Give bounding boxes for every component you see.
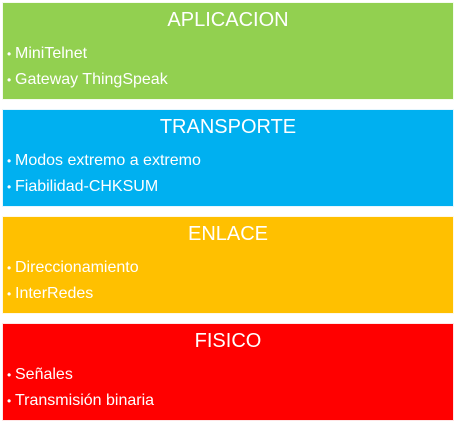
bullet-icon: • xyxy=(7,73,12,87)
layer-title: TRANSPORTE xyxy=(159,116,297,138)
bullet-icon: • xyxy=(7,287,12,301)
layer-transporte xyxy=(2,109,454,207)
list-item xyxy=(7,148,201,174)
list-item xyxy=(7,41,168,67)
layer-item-list xyxy=(7,362,154,414)
list-item-label: Fiabilidad-CHKSUM xyxy=(15,178,159,195)
list-item-label: Señales xyxy=(15,366,73,383)
list-item-label: Gateway ThingSpeak xyxy=(15,71,168,88)
bullet-icon: • xyxy=(7,154,12,168)
bullet-icon: • xyxy=(7,261,12,275)
list-item xyxy=(7,281,139,307)
bullet-icon: • xyxy=(7,180,12,194)
bullet-icon: • xyxy=(7,368,12,382)
layer-title: ENLACE xyxy=(187,223,269,245)
layer-title: FISICO xyxy=(194,330,262,352)
layer-enlace xyxy=(2,216,454,314)
bullet-icon: • xyxy=(7,394,12,408)
layer-title: APLICACION xyxy=(167,9,289,31)
list-item xyxy=(7,255,139,281)
layer-item-list xyxy=(7,255,139,307)
layer-item-list xyxy=(7,41,168,93)
list-item xyxy=(7,67,168,93)
layer-item-list xyxy=(7,148,201,200)
bullet-icon: • xyxy=(7,47,12,61)
list-item xyxy=(7,362,154,388)
list-item-label: Transmisión binaria xyxy=(15,392,155,409)
list-item-label: Modos extremo a extremo xyxy=(15,152,201,169)
list-item-label: MiniTelnet xyxy=(15,45,88,62)
list-item xyxy=(7,388,154,414)
layer-aplicacion xyxy=(2,2,454,100)
list-item-label: InterRedes xyxy=(15,285,94,302)
list-item xyxy=(7,174,201,200)
list-item-label: Direccionamiento xyxy=(15,259,139,276)
layer-fisico xyxy=(2,323,454,421)
